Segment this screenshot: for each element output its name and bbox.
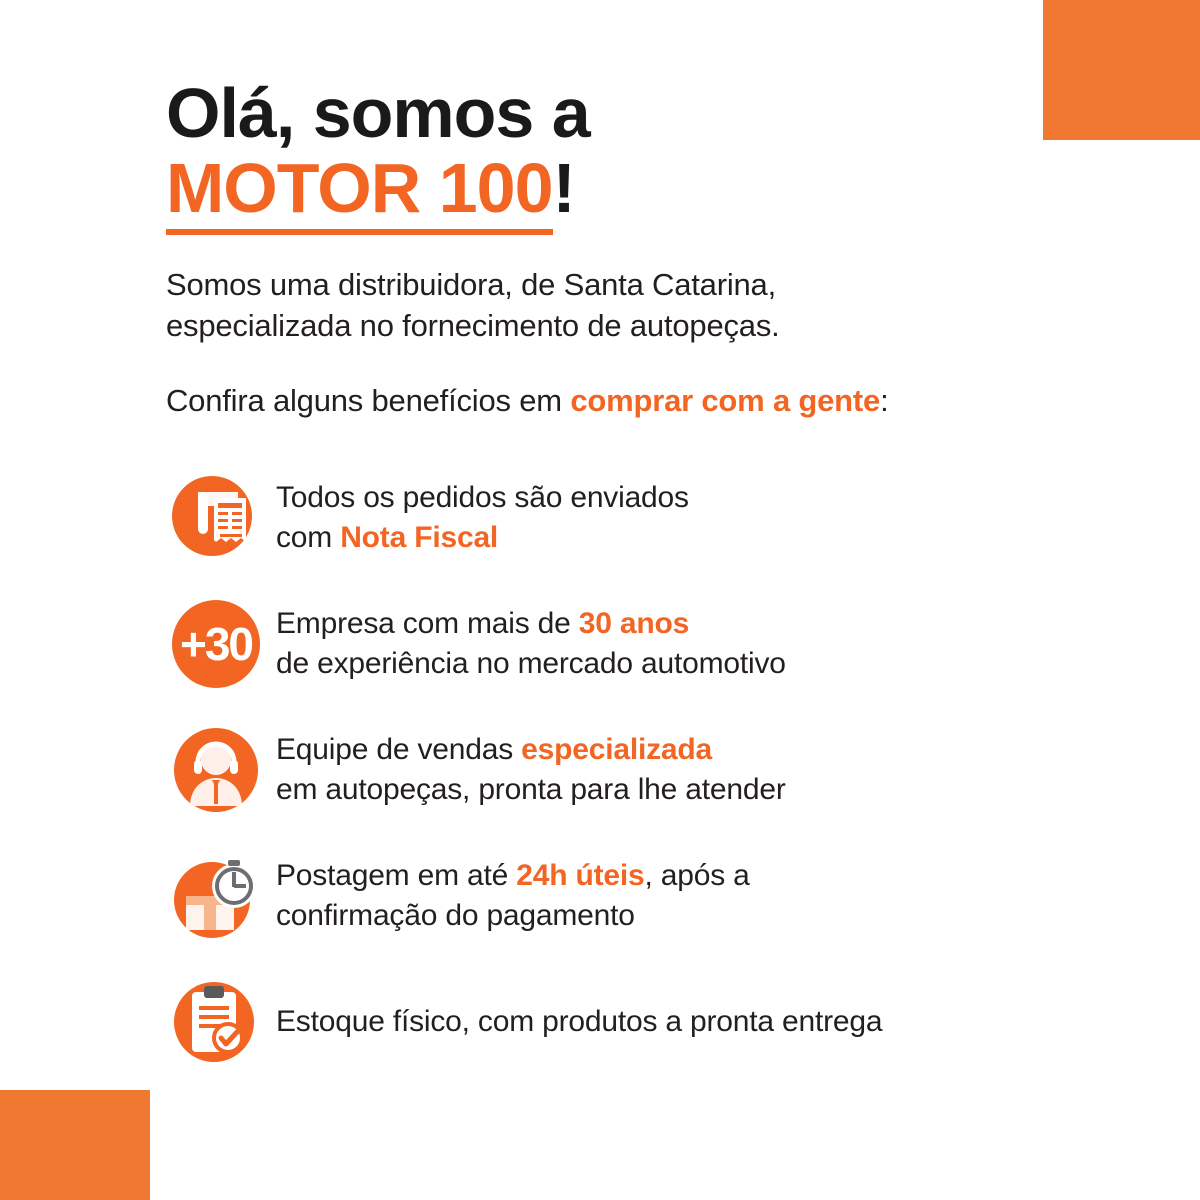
list-item-text: [266, 856, 750, 935]
list-item-line-2-highlight: Nota Fiscal: [340, 521, 499, 554]
list-item-line-1: [276, 730, 786, 770]
list-item-line-1-prefix: Postagem em até: [276, 859, 517, 893]
benefits-intro-suffix: :: [880, 382, 889, 418]
list-item-line-2: de experiência no mercado automotivo: [276, 647, 786, 680]
list-item-line-1: [276, 604, 786, 644]
list-item-line-1-highlight: 24h úteis: [516, 859, 645, 893]
headset-agent-icon: [166, 722, 266, 818]
package-stopwatch-icon: [166, 848, 266, 944]
decorative-square-bottom-left: [0, 1090, 150, 1200]
list-item-text: [266, 604, 786, 683]
list-item: [166, 470, 1126, 566]
brand-suffix: !: [552, 149, 575, 228]
list-item-line-2: [276, 518, 689, 558]
brand-name: MOTOR 100: [166, 149, 553, 235]
list-item-line-1: Estoque físico, com produtos a pronta entrega: [276, 1005, 883, 1039]
badge-circle: [172, 600, 260, 688]
header-block: [166, 74, 1066, 419]
list-item-line-1-prefix: Empresa com mais de: [276, 607, 579, 641]
list-item-text: [266, 730, 786, 809]
list-item: [166, 848, 1126, 944]
list-item-line-1: [276, 856, 750, 896]
list-item-line-2: confirmação do pagamento: [276, 899, 635, 932]
page-title-line-2: [166, 149, 1066, 227]
list-item-line-1: Todos os pedidos são enviados: [276, 481, 689, 515]
benefits-intro-highlight: comprar com a gente: [570, 382, 881, 418]
list-item: [166, 974, 1126, 1070]
list-item-line-1-highlight: especializada: [521, 733, 712, 767]
page-title-line-1: Olá, somos a: [166, 74, 590, 152]
plus-30-badge-icon: [166, 600, 266, 688]
list-item-line-1-highlight: 30 anos: [578, 607, 690, 641]
list-item-line-2-prefix: com: [276, 521, 341, 554]
intro-line-2: especializada no fornecimento de autopeças.: [166, 308, 780, 344]
list-item-line-1-suffix: , após a: [644, 859, 750, 893]
benefits-intro-prefix: Confira alguns benefícios em: [166, 382, 571, 418]
benefits-list: [166, 470, 1126, 1100]
benefits-intro-line: [166, 383, 1066, 419]
intro-line-1: Somos uma distribuidora, de Santa Catarina,: [166, 266, 777, 302]
badge-label: +30: [179, 618, 253, 670]
clipboard-check-icon: [166, 974, 266, 1070]
intro-paragraph: [166, 264, 1066, 347]
receipt-icon: [166, 470, 266, 566]
list-item: [166, 722, 1126, 818]
list-item-text: [266, 478, 689, 557]
list-item-line-1-prefix: Equipe de vendas: [276, 733, 522, 767]
list-item-line-2: em autopeças, pronta para lhe atender: [276, 773, 786, 806]
list-item-text: [266, 1002, 882, 1042]
decorative-square-top-right: [1043, 0, 1200, 140]
list-item: [166, 596, 1126, 692]
